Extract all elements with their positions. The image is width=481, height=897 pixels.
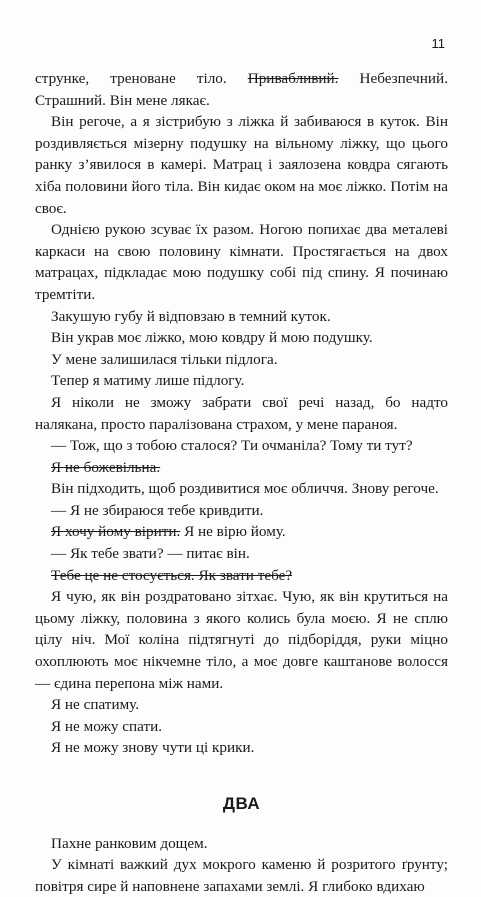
paragraph: У кімнаті важкий дух мокрого каменю й розритого ґрунту; повітря сире й наповнене запахами землі. Я глибоко вдихаю	[35, 856, 448, 895]
struck-text: Я хочу йому вірити.	[51, 523, 181, 541]
page-body	[35, 68, 448, 897]
paragraph: Я не можу знову чути ці крики.	[51, 739, 255, 757]
paragraph: Він регоче, а я зістрибую з ліжка й забиваюся в куток. Він роздивляється мізерну подушку на вільному ліжку, що цього ранку з’явилося в камері. Матрац і заялозена ковдра сягають хіба половини його тіла. Він кидає оком на моє ліжко. Потім на своє.	[35, 113, 448, 217]
dialogue-line: — Я не збираюся тебе кривдити.	[51, 501, 264, 519]
paragraph: Однією рукою зсуває їх разом. Ногою попихає два металеві каркаси на свою половину кімнати. Простягається на двох матрацах, підкладає мою подушку собі під спину. Я починаю тремтіти.	[35, 221, 448, 303]
text-run: Небезпечний. Страшний. Він мене лякає.	[35, 70, 448, 109]
paragraph: Я ніколи не зможу забрати свої речі назад, бо надто налякана, просто паралізована страхом, у мене параноя.	[35, 393, 448, 433]
dialogue-line: — Тож, що з тобою сталося? Ти очманіла? Тому ти тут?	[51, 437, 413, 455]
paragraph: Тепер я матиму лише підлогу.	[51, 372, 245, 390]
paragraph: Він підходить, щоб роздивитися моє обличчя. Знову регоче.	[51, 480, 439, 498]
paragraph: Пахне ранковим дощем.	[51, 834, 208, 852]
struck-text: Привабливий.	[247, 70, 339, 87]
struck-paragraph: Тебе це не стосується. Як звати тебе?	[51, 566, 293, 584]
struck-paragraph: Я не божевільна.	[51, 458, 161, 476]
paragraph: Закушую губу й відповзаю в темний куток.	[51, 307, 331, 325]
paragraph	[35, 521, 448, 543]
paragraph: Я не можу спати.	[51, 717, 163, 735]
text-run: Я не вірю йому.	[180, 523, 286, 541]
dialogue-line: — Як тебе звати? — питає він.	[51, 545, 250, 563]
text-run: струнке, треноване тіло.	[35, 70, 248, 87]
chapter-title: ДВА	[222, 794, 261, 813]
paragraph: У мене залишилася тільки підлога.	[51, 350, 278, 368]
paragraph	[35, 68, 448, 111]
paragraph: Я не спатиму.	[51, 696, 140, 714]
paragraph: Він украв моє ліжко, мою ковдру й мою подушку.	[51, 329, 373, 347]
paragraph: Я чую, як він роздратовано зітхає. Чую, як він крутиться на цьому ліжку, половина з якого колись була моєю. Я не сплю цілу ніч. Мої коліна підтягнуті до підборіддя, руки міцно охоплюють моє нікчемне тіло, а моє довге каштанове волосся — єдина перепона між нами.	[35, 588, 448, 692]
page-number: 11	[431, 36, 445, 51]
